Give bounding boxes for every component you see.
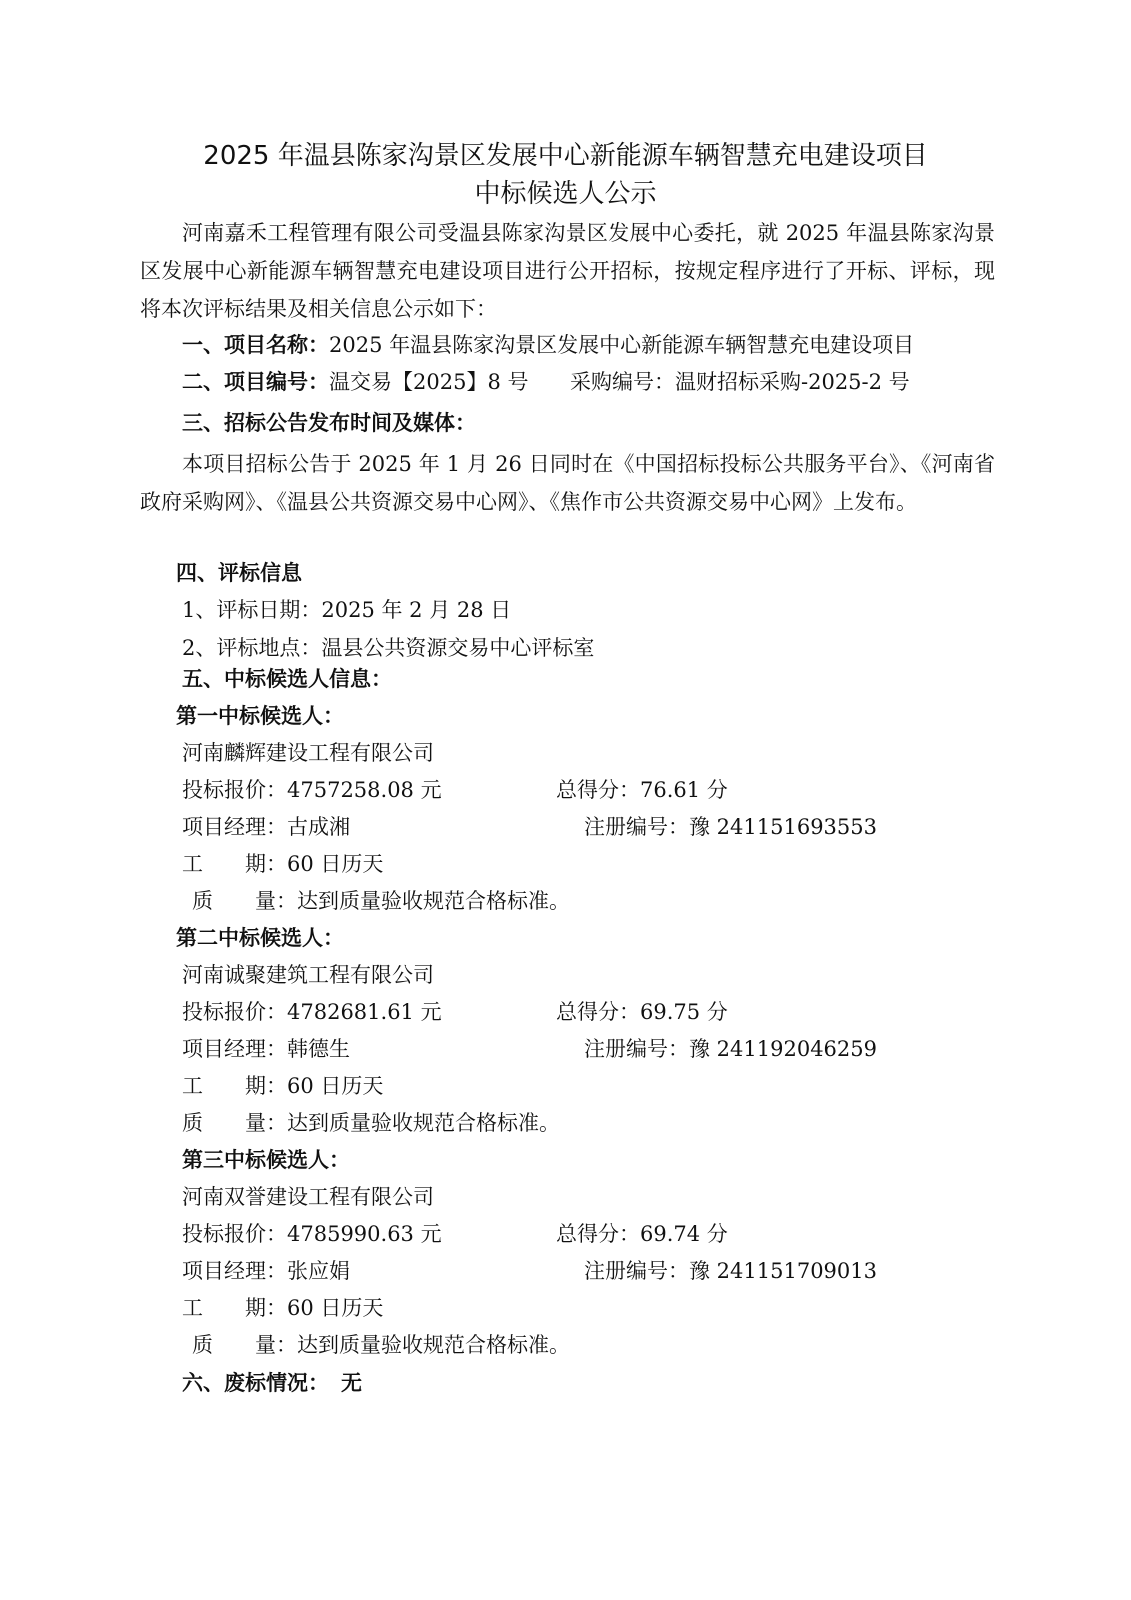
manager-label: 项目经理： <box>182 1259 287 1283</box>
price-value: 4757258.08 元 <box>287 778 442 802</box>
quality-value: 达到质量验收规范合格标准。 <box>287 1111 560 1135</box>
candidate-1-company: 河南麟辉建设工程有限公司 <box>182 741 434 765</box>
candidate-3-manager <box>182 1256 350 1286</box>
document-title-line-1: 2025 年温县陈家沟景区发展中心新能源车辆智慧充电建设项目 <box>203 141 928 171</box>
score-label: 总得分： <box>556 778 640 802</box>
registration-label: 注册编号： <box>584 1037 689 1061</box>
candidate-2-period <box>182 1071 383 1101</box>
section-evaluation-heading: 四、评标信息 <box>176 561 302 585</box>
evaluation-place: 2、评标地点：温县公共资源交易中心评标室 <box>182 636 595 660</box>
registration-value: 豫 241192046259 <box>689 1037 878 1061</box>
candidate-3-score <box>556 1219 728 1249</box>
quality-value: 达到质量验收规范合格标准。 <box>297 889 570 913</box>
price-value: 4785990.63 元 <box>287 1222 442 1246</box>
price-value: 4782681.61 元 <box>287 1000 442 1024</box>
candidate-1-score <box>556 775 728 805</box>
candidate-3-company: 河南双誉建设工程有限公司 <box>182 1185 434 1209</box>
section-project-number <box>182 367 528 397</box>
procurement-number-value: 温财招标采购-2025-2 号 <box>675 370 910 394</box>
score-value: 76.61 分 <box>640 778 728 802</box>
candidate-2-title: 第二中标候选人： <box>176 926 344 950</box>
section-announcement-heading: 三、招标公告发布时间及媒体： <box>182 411 476 435</box>
candidate-1-period <box>182 849 383 879</box>
candidate-2-registration <box>584 1034 877 1064</box>
evaluation-date: 1、评标日期：2025 年 2 月 28 日 <box>182 598 512 622</box>
manager-value: 张应娟 <box>287 1259 350 1283</box>
section-project-name-heading: 一、项目名称： <box>182 333 329 357</box>
intro-paragraph: 河南嘉禾工程管理有限公司受温县陈家沟景区发展中心委托，就 2025 年温县陈家沟景区发展中心新能源车辆智慧充电建设项目进行公开招标，按规定程序进行了开标、评标，现将本次评标结果及相关信息公示如下： <box>140 221 995 321</box>
registration-label: 注册编号： <box>584 1259 689 1283</box>
manager-label: 项目经理： <box>182 815 287 839</box>
section-invalid-bids-heading: 六、废标情况： <box>182 1371 329 1395</box>
manager-label: 项目经理： <box>182 1037 287 1061</box>
procurement-number <box>570 367 910 397</box>
candidate-2-company: 河南诚聚建筑工程有限公司 <box>182 963 434 987</box>
registration-value: 豫 241151709013 <box>689 1259 878 1283</box>
period-value: 60 日历天 <box>287 1074 384 1098</box>
period-label: 工 期： <box>182 1074 287 1098</box>
candidate-3-quality <box>192 1330 570 1360</box>
section-project-number-heading: 二、项目编号： <box>182 370 329 394</box>
period-label: 工 期： <box>182 852 287 876</box>
quality-label: 质 量： <box>182 1111 287 1135</box>
section-candidates-heading: 五、中标候选人信息： <box>182 667 392 691</box>
candidate-3-registration <box>584 1256 877 1286</box>
score-value: 69.74 分 <box>640 1222 728 1246</box>
price-label: 投标报价： <box>182 778 287 802</box>
registration-label: 注册编号： <box>584 815 689 839</box>
price-label: 投标报价： <box>182 1000 287 1024</box>
candidate-1-title: 第一中标候选人： <box>176 704 344 728</box>
quality-label: 质 量： <box>192 889 297 913</box>
registration-value: 豫 241151693553 <box>689 815 878 839</box>
section-invalid-bids <box>182 1368 362 1398</box>
candidate-1-manager <box>182 812 350 842</box>
score-value: 69.75 分 <box>640 1000 728 1024</box>
candidate-1-price <box>182 775 442 805</box>
candidate-2-quality <box>182 1108 560 1138</box>
procurement-number-label: 采购编号： <box>570 370 675 394</box>
period-value: 60 日历天 <box>287 1296 384 1320</box>
manager-value: 韩德生 <box>287 1037 350 1061</box>
candidate-3-title: 第三中标候选人： <box>182 1148 350 1172</box>
section-invalid-bids-value: 无 <box>341 1371 362 1395</box>
period-label: 工 期： <box>182 1296 287 1320</box>
score-label: 总得分： <box>556 1222 640 1246</box>
candidate-2-price <box>182 997 442 1027</box>
document-title-line-2: 中标候选人公示 <box>474 179 657 209</box>
section-announcement-body: 本项目招标公告于 2025 年 1 月 26 日同时在《中国招标投标公共服务平台》、《河南省政府采购网》、《温县公共资源交易中心网》、《焦作市公共资源交易中心网》上发布。 <box>140 452 995 514</box>
manager-value: 古成湘 <box>287 815 350 839</box>
candidate-1-quality <box>192 886 570 916</box>
candidate-3-period <box>182 1293 383 1323</box>
period-value: 60 日历天 <box>287 852 384 876</box>
candidate-2-score <box>556 997 728 1027</box>
quality-value: 达到质量验收规范合格标准。 <box>297 1333 570 1357</box>
section-project-number-value: 温交易【2025】8 号 <box>329 370 529 394</box>
score-label: 总得分： <box>556 1000 640 1024</box>
section-project-name-value: 2025 年温县陈家沟景区发展中心新能源车辆智慧充电建设项目 <box>329 333 915 357</box>
candidate-2-manager <box>182 1034 350 1064</box>
section-project-name <box>182 330 914 360</box>
quality-label: 质 量： <box>192 1333 297 1357</box>
candidate-3-price <box>182 1219 442 1249</box>
price-label: 投标报价： <box>182 1222 287 1246</box>
candidate-1-registration <box>584 812 877 842</box>
